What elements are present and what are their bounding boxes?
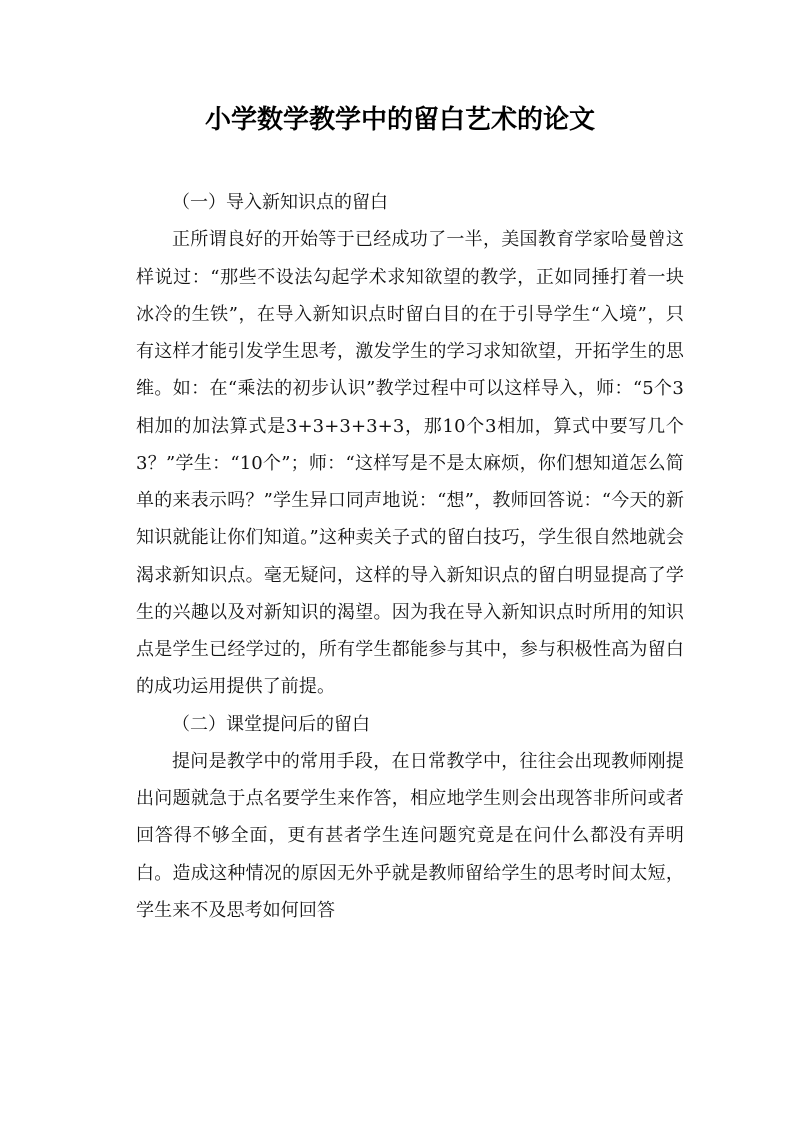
document-body xyxy=(136,184,684,929)
section-paragraph-1: 正所谓良好的开始等于已经成功了一半，美国教育学家哈曼曾这样说过：“那些不设法勾起学术求知欲望的教学，正如同捶打着一块冰冷的生铁”，在导入新知识点时留白目的在于引导学生“入境”，只有这样才能引发学生思考，激发学生的学习求知欲望，开拓学生的思维。如：在“乘法的初步认识”教学过程中可以这样导入，师：“5个3相加的加法算式是3+3+3+3+3，那10个3相加，算式中要写几个3？”学生：“10个”；师：“这样写是不是太麻烦，你们想知道怎么简单的来表示吗？”学生异口同声地说：“想”，教师回答说：“今天的新知识就能让你们知道。”这种卖关子式的留白技巧，学生很自然地就会渴求新知识点。毫无疑问，这样的导入新知识点的留白明显提高了学生的兴趣以及对新知识的渴望。因为我在导入新知识点时所用的知识点是学生已经学过的，所有学生都能参与其中，参与积极性高为留白的成功运用提供了前提。 xyxy=(136,229,684,698)
section-paragraph-2: 提问是教学中的常用手段，在日常教学中，往往会出现教师刚提出问题就急于点名要学生来作答，相应地学生则会出现答非所问或者回答得不够全面，更有甚者学生连问题究竟是在问什么都没有弄明白。造成这种情况的原因无外乎就是教师留给学生的思考时间太短，学生来不及思考如何回答 xyxy=(136,750,684,921)
document-title: 小学数学教学中的留白艺术的论文 xyxy=(204,105,595,135)
section-heading-2: （二）课堂提问后的留白 xyxy=(172,713,370,735)
section-heading-1: （一）导入新知识点的留白 xyxy=(172,192,388,213)
